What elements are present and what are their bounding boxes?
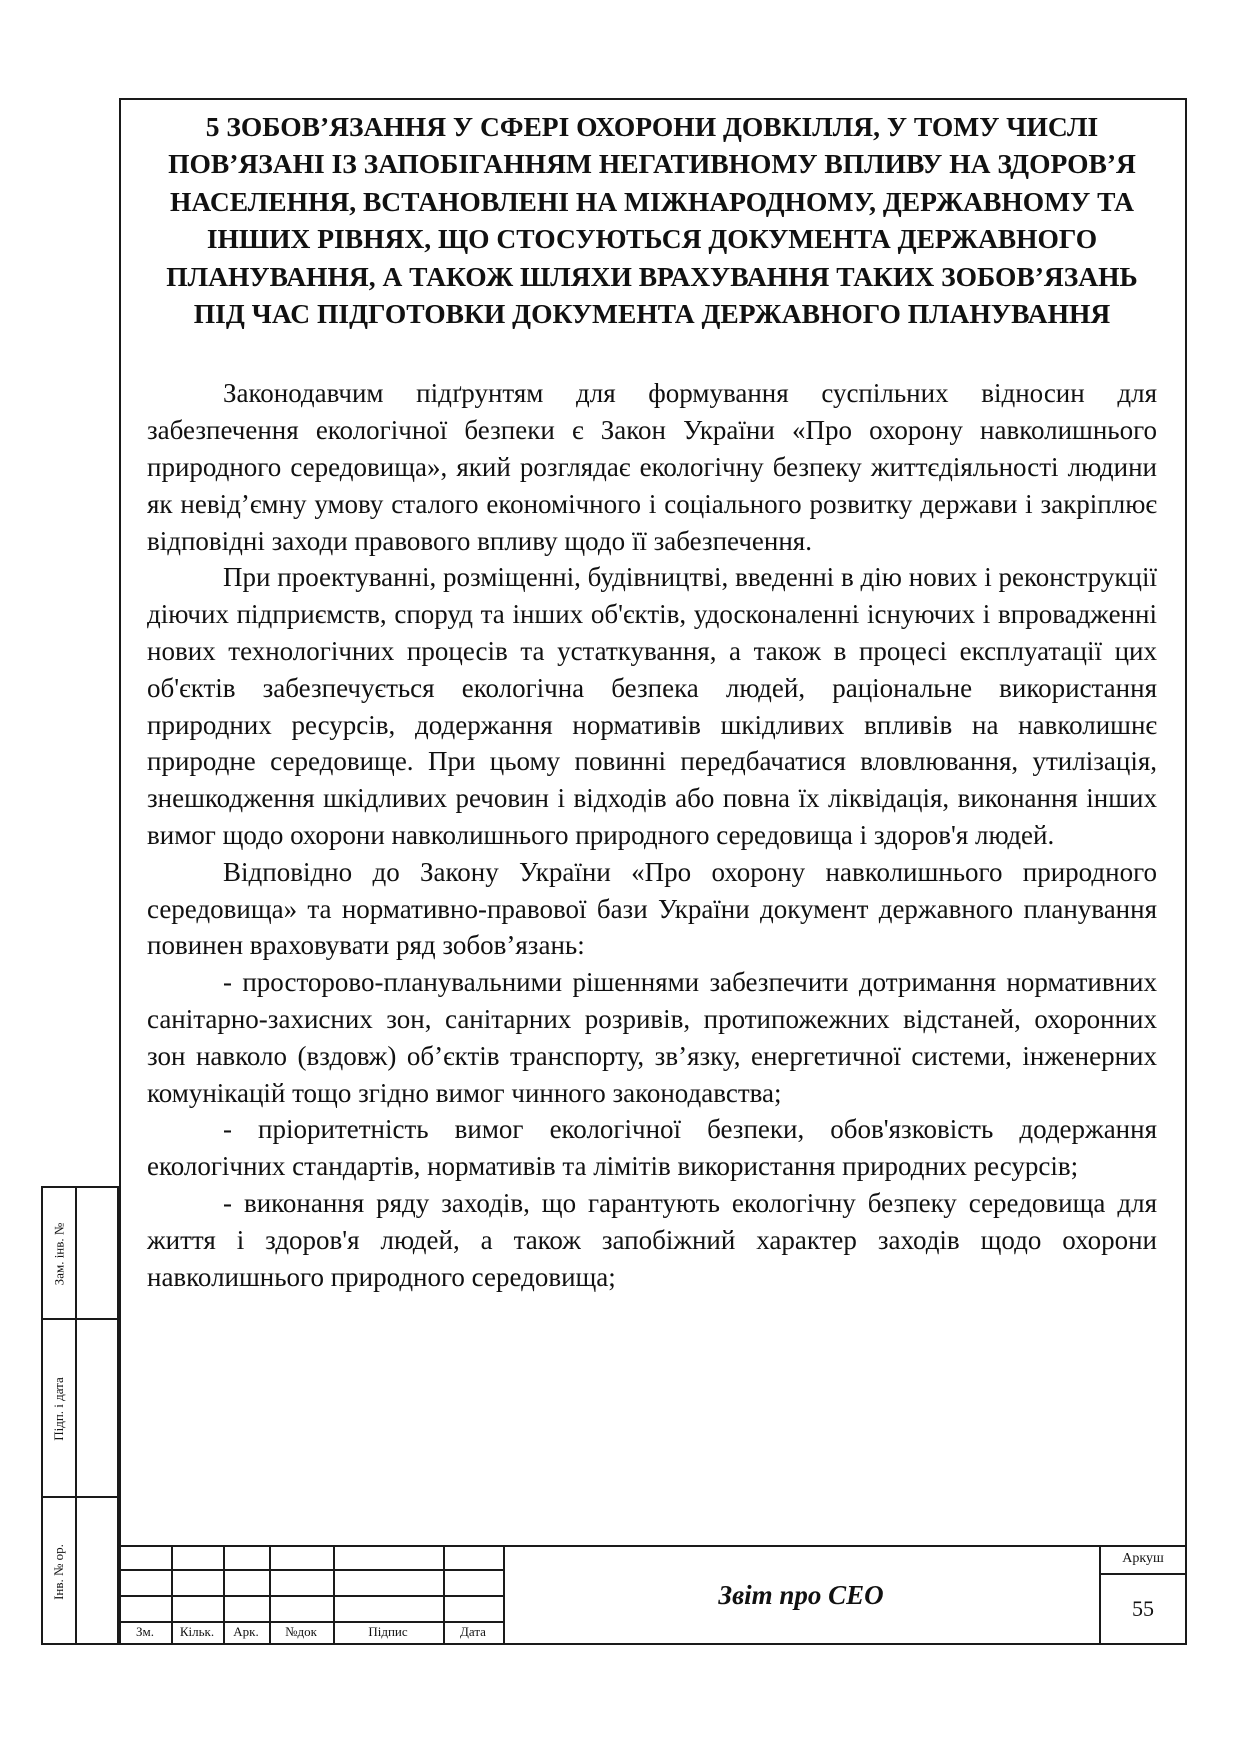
sidebar-label-signature-date: Підп. і дата [51,1377,66,1441]
report-title: Звіт про СЕО [718,1580,884,1610]
stamp-label-date: Дата [460,1624,486,1639]
stamp-label-sheet: Арк. [233,1624,259,1639]
stamp-label-signature: Підпис [368,1624,408,1639]
paragraph: При проектуванні, розміщенні, будівництві, введенні в дію нових і реконструкції діючих підприємств, споруд та інших об'єктів, удосконаленні існуючих і впровадженні нових технологічних процесів та устаткування, а також в процесі експлуатації цих об'єктів забезпечується екологічна безпека людей, раціональне використання природних ресурсів, додержання нормативів шкідливих впливів на навколишнє природне середовище. При цьому повинні передбачатися вловлювання, утилізація, знешкодження шкідливих речовин і відходів або повна їх ліквідація, виконання інших вимог щодо охорони навколишнього природного середовища і здоров'я людей. [147,562,1157,850]
page-number: 55 [1132,1596,1154,1621]
stamp-label-count: Кільк. [179,1624,215,1639]
title-block [119,1545,1187,1645]
document-content [147,108,1157,1295]
sidebar-row [43,1318,117,1498]
section-title: 5 ЗОБОВ’ЯЗАННЯ У СФЕРІ ОХОРОНИ ДОВКІЛЛЯ, У ТОМУ ЧИСЛІ ПОВ’ЯЗАНІ ІЗ ЗАПОБІГАННЯМ НЕГАТИВНОМУ ВПЛИВУ НА ЗДОРОВ’Я НАСЕЛЕННЯ, ВСТАНОВЛЕНІ НА МІЖНАРОДНОМУ, ДЕРЖАВНОМУ ТА ІНШИХ РІВНЯХ, ЩО СТОСУЮТЬСЯ ДОКУМЕНТА ДЕРЖАВНОГО ПЛАНУВАННЯ, А ТАКОЖ ШЛЯХИ ВРАХУВАННЯ ТАКИХ ЗОБОВ’ЯЗАНЬ ПІД ЧАС ПІДГОТОВКИ ДОКУМЕНТА ДЕРЖАВНОГО ПЛАНУВАННЯ [166,111,1138,330]
paragraph: Законодавчим підґрунтям для формування суспільних відносин для забезпечення екологічної безпеки є Закон України «Про охорону навколишнього природного середовища», який розглядає екологічну безпеку життєдіяльності людини як невід’ємну умову сталого економічного і соціального розвитку держави і закріплює відповідні заходи правового впливу щодо її забезпечення. [147,378,1157,556]
list-item: - просторово-планувальними рішеннями забезпечити дотримання нормативних санітарно-захисних зон, санітарних розривів, протипожежних відстаней, охоронних зон навколо (вздовж) об’єктів транспорту, зв’язку, енергетичної системи, інженерних комунікацій тощо згідно вимог чинного законодавства; [147,967,1157,1108]
sidebar-label-original-inventory: Інв. № ор. [51,1543,67,1600]
body-text [147,375,1157,1295]
stamp-label-change: Зм. [136,1624,154,1639]
sidebar-stamp [41,1186,119,1645]
list-item: - пріоритетність вимог екологічної безпеки, обов'язковість додержання екологічних стандартів, нормативів та лімітів використання природних ресурсів; [147,1114,1157,1182]
sheet-label: Аркуш [1122,1551,1164,1566]
stamp-label-doc-number: №док [285,1624,317,1639]
sidebar-label-replacement-inventory: Зам. інв. № [51,1222,66,1286]
paragraph: Відповідно до Закону України «Про охорону навколишнього природного середовища» та нормативно-правової бази України документ державного планування повинен враховувати ряд зобов’язань: [147,856,1157,961]
sidebar-row [43,1496,117,1645]
list-item: - виконання ряду заходів, що гарантують екологічну безпеку середовища для життя і здоров'я людей, а також запобіжний характер заходів щодо охорони навколишнього природного середовища; [147,1187,1157,1292]
sidebar-row [43,1188,117,1320]
